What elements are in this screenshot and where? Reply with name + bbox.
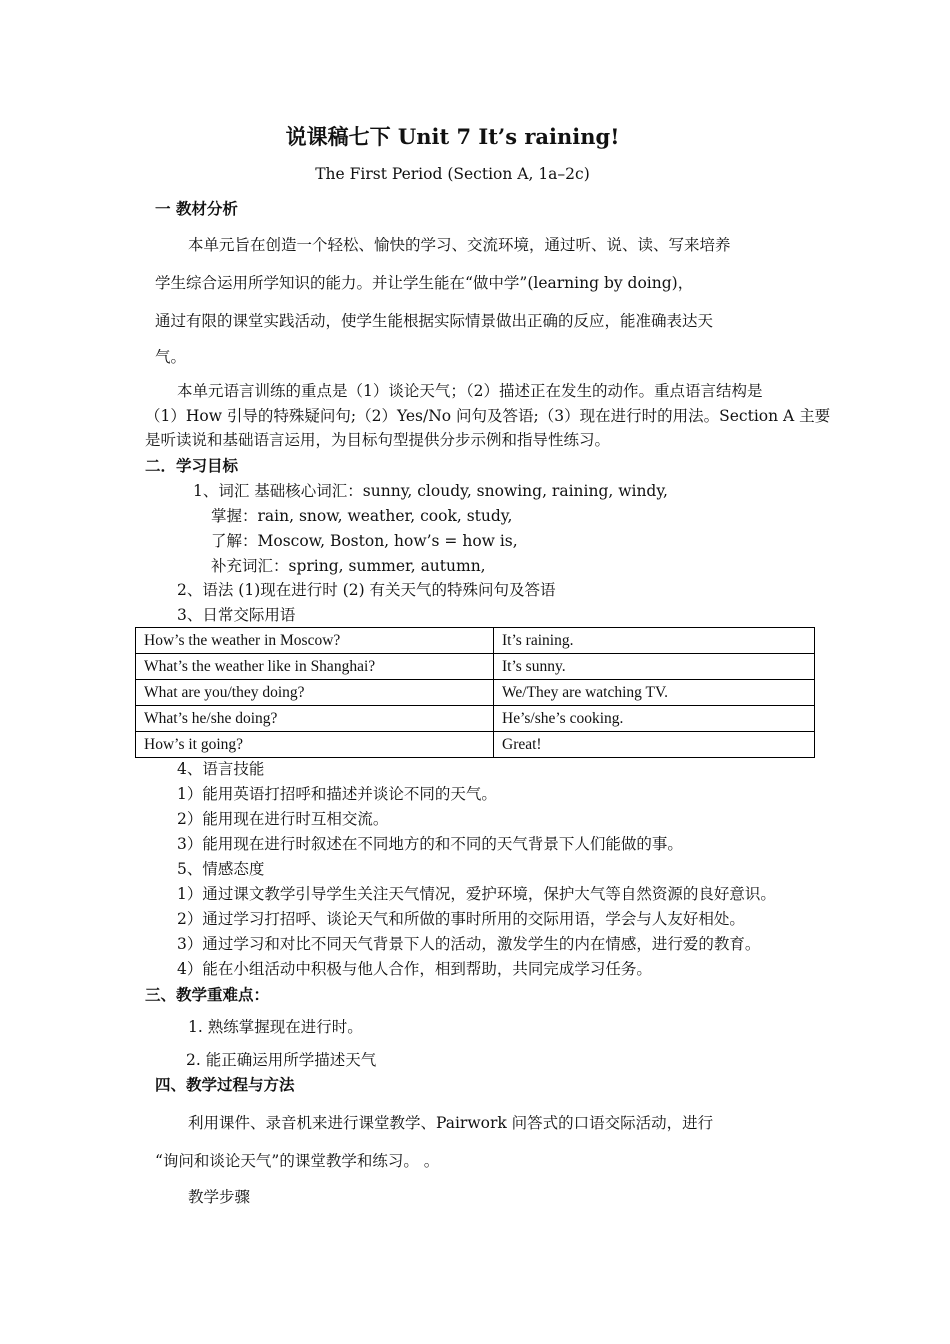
paragraph-line: 通过有限的课堂实践活动，使学生能根据实际情景做出正确的反应，能准确表达天 xyxy=(155,312,714,330)
vocab-line: 掌握：rain, snow, weather, cook, study, xyxy=(211,507,513,525)
table-cell: It’s raining. xyxy=(494,628,815,654)
table-cell: What are you/they doing? xyxy=(136,680,494,706)
paragraph-line: 本单元旨在创造一个轻松、愉快的学习、交流环境，通过听、说、读、写来培养 xyxy=(188,236,731,254)
page-subtitle: The First Period (Section A, 1a–2c) xyxy=(315,165,590,183)
paragraph-line: 学生综合运用所学知识的能力。并让学生能在“做中学”(learning by doing)， xyxy=(155,274,694,292)
table-cell: What’s the weather like in Shanghai? xyxy=(136,654,494,680)
table-row xyxy=(136,732,815,758)
section-4-heading: 四、教学过程与方法 xyxy=(155,1075,295,1094)
paragraph-line: 本单元语言训练的重点是（1）谈论天气；（2）描述正在发生的动作。重点语言结构是 xyxy=(177,382,763,400)
table-row xyxy=(136,706,815,732)
attitude-item: 1）通过课文教学引导学生关注天气情况，爱护环境，保护大气等自然资源的良好意识。 xyxy=(177,885,776,903)
attitude-item: 2）通过学习打招呼、谈论天气和所做的事时所用的交际用语，学会与人友好相处。 xyxy=(177,910,745,928)
paragraph-line: 是听读说和基础语言运用，为目标句型提供分步示例和指导性练习。 xyxy=(145,431,611,449)
skill-item: 1）能用英语打招呼和描述并谈论不同的天气。 xyxy=(177,785,497,803)
dialogue-table xyxy=(135,627,815,758)
section-2-heading: 二．学习目标 xyxy=(145,456,239,475)
table-cell: Great! xyxy=(494,732,815,758)
table-cell: He’s/she’s cooking. xyxy=(494,706,815,732)
attitude-item: 3）通过学习和对比不同天气背景下人的活动，激发学生的内在情感，进行爱的教育。 xyxy=(177,935,761,953)
vocab-line: 1、词汇 基础核心词汇：sunny, cloudy, snowing, raining, windy, xyxy=(193,482,668,500)
attitude-heading: 5、情感态度 xyxy=(177,860,265,878)
table-row xyxy=(136,628,815,654)
teaching-steps-label: 教学步骤 xyxy=(188,1188,251,1206)
attitude-item: 4）能在小组活动中积极与他人合作，相到帮助，共同完成学习任务。 xyxy=(177,960,652,978)
key-point-item: 2. 能正确运用所学描述天气 xyxy=(186,1051,377,1069)
table-cell: How’s it going? xyxy=(136,732,494,758)
page-title: 说课稿七下 Unit 7 It’s raining! xyxy=(285,124,620,149)
section-1-heading: 一 教材分析 xyxy=(155,199,238,218)
skill-item: 3）能用现在进行时叙述在不同地方的和不同的天气背景下人们能做的事。 xyxy=(177,835,683,853)
table-row xyxy=(136,680,815,706)
paragraph-line: 气。 xyxy=(155,348,187,366)
daily-expressions-heading: 3、日常交际用语 xyxy=(177,606,296,624)
key-point-item: 1. 熟练掌握现在进行时。 xyxy=(188,1018,363,1036)
skills-heading: 4、语言技能 xyxy=(177,760,265,778)
table-cell: We/They are watching TV. xyxy=(494,680,815,706)
grammar-line: 2、语法 (1)现在进行时 (2) 有关天气的特殊问句及答语 xyxy=(177,581,556,599)
paragraph-line: （1）How 引导的特殊疑问句;（2）Yes/No 问句及答语;（3）现在进行时的用法。Section A 主要 xyxy=(145,407,831,425)
table-cell: What’s he/she doing? xyxy=(136,706,494,732)
paragraph-line: “询问和谈论天气”的课堂教学和练习。 。 xyxy=(155,1152,440,1170)
table-row xyxy=(136,654,815,680)
table-cell: It’s sunny. xyxy=(494,654,815,680)
paragraph-line: 利用课件、录音机来进行课堂教学、Pairwork 问答式的口语交际活动，进行 xyxy=(188,1114,714,1132)
vocab-line: 了解：Moscow, Boston, how’s = how is, xyxy=(211,532,518,550)
table-cell: How’s the weather in Moscow? xyxy=(136,628,494,654)
vocab-line: 补充词汇：spring, summer, autumn, xyxy=(211,557,486,575)
skill-item: 2）能用现在进行时互相交流。 xyxy=(177,810,389,828)
section-3-heading: 三、教学重难点： xyxy=(145,985,270,1004)
